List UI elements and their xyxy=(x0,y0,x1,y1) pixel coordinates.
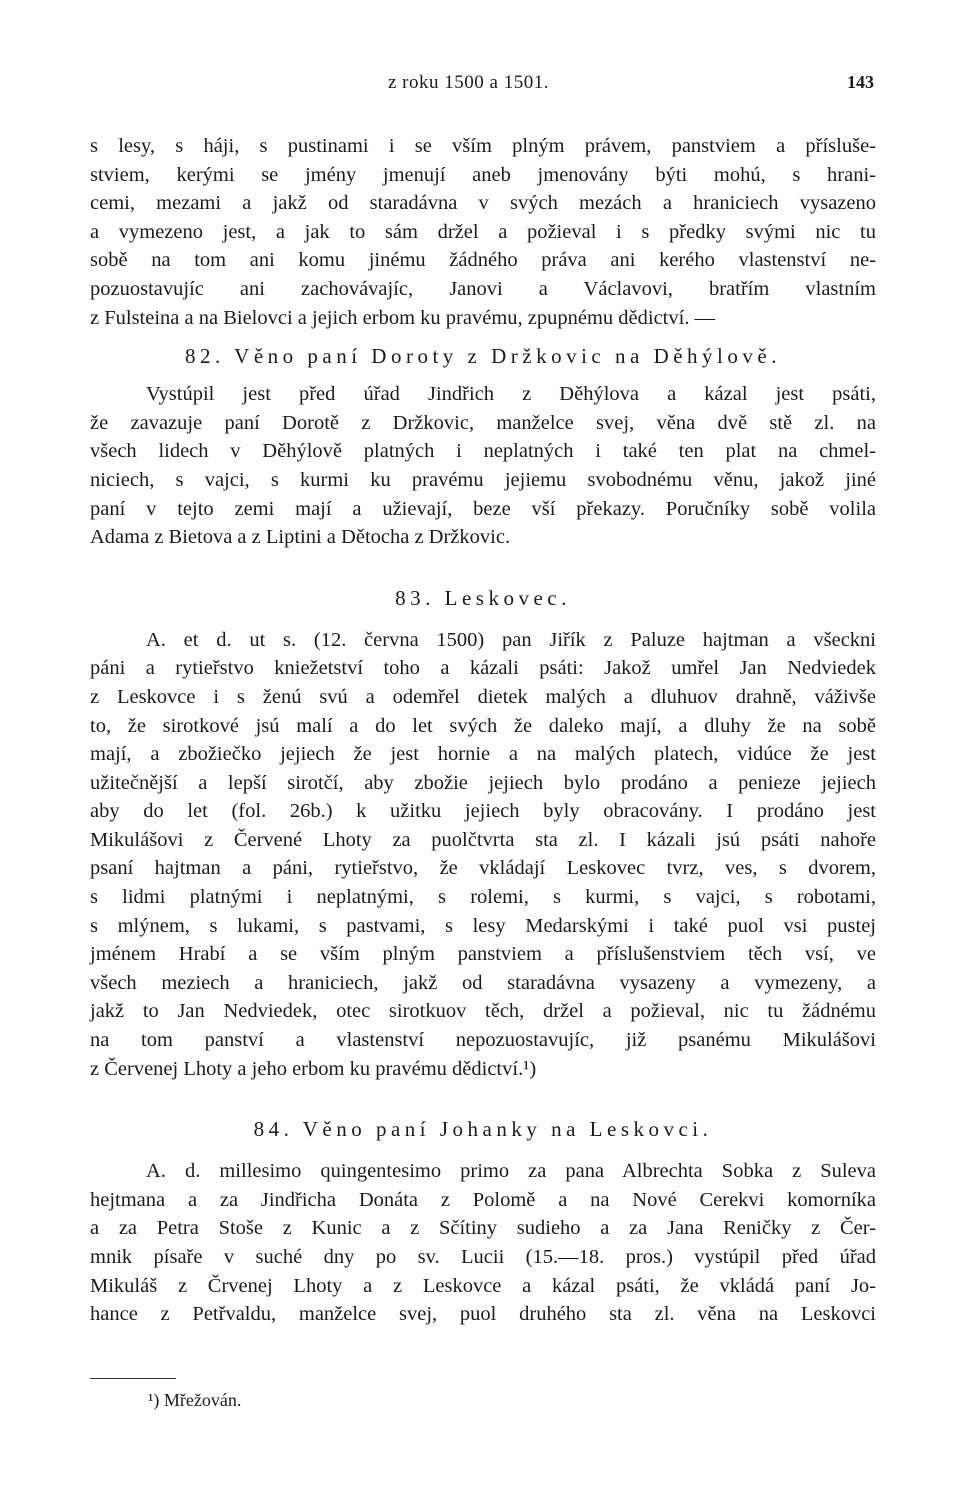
text-line: jménem Hrabí a se vším plným panstviem a příslušenstviem těch vsí, ve xyxy=(90,943,876,966)
section-heading: 83. Leskovec. xyxy=(395,585,571,610)
text-line: A. d. millesimo quingentesimo primo za pana Albrechta Sobka z Suleva xyxy=(146,1160,876,1183)
text-line: s lesy, s háji, s pustinami i se vším plným právem, panstviem a přísluše- xyxy=(90,135,876,157)
page-number: 143 xyxy=(847,72,874,92)
text-line: páni a rytieřstvo kniežetství toho a kázali psáti: Jakož umřel Jan Nedviedek xyxy=(90,657,876,680)
page-header xyxy=(0,72,960,100)
text-line: cemi, mezami a jakž od staradávna v svých mezách a hraniciech vysazeno xyxy=(90,192,876,215)
footnote-text: Mřežován. xyxy=(163,1390,242,1410)
text-line: Mikuláš z Črvenej Lhoty a z Leskovce a kázal psáti, že vkládá paní Jo- xyxy=(90,1274,876,1297)
paragraph xyxy=(90,132,876,332)
text-line: Mikulášovi z Červené Lhoty za puolčtvrta sta zl. I kázali jsú psáti nahoře xyxy=(90,828,876,851)
text-line: hance z Petřvaldu, manželce svej, puol druhého sta zl. věna na Leskovci xyxy=(90,1303,876,1326)
text-line: z Fulsteina a na Bielovci a jejich erbom ku pravému, zpupnému dědictví. — xyxy=(90,306,716,329)
footnote xyxy=(148,1390,241,1411)
text-line: hejtmana a za Jindřicha Donáta z Polomě a na Nové Cerekvi komorníka xyxy=(90,1188,876,1211)
text-line: všech lidech v Děhýlově platných i neplatných i také ten plat na chmel- xyxy=(90,440,876,463)
section-heading: 82. Věno paní Doroty z Držkovic na Děhýlově. xyxy=(185,344,781,369)
text-line: z Červenej Lhoty a jeho erbom ku pravému dědictví.¹) xyxy=(90,1057,537,1080)
text-line: na tom panství a vlastenství nepozuostavujíc, již psanému Mikulášovi xyxy=(90,1029,876,1052)
footnote-marker: ¹) xyxy=(148,1390,160,1410)
text-line: to, že sirotkové jsú malí a do let svých že daleko mají, a dluhy že na sobě xyxy=(90,714,876,737)
text-line: A. et d. ut s. (12. června 1500) pan Jiřík z Paluze hajtman a všeckni xyxy=(146,628,876,651)
text-line: stviem, kerými se jmény jmenují aneb jmenovány býti mohú, s hrani- xyxy=(90,163,876,186)
text-line: jakž to Jan Nedviedek, otec sirotkuov těch, držel a požieval, nic tu žádnému xyxy=(90,1000,876,1023)
text-line: Vystúpil jest před úřad Jindřich z Děhýlova a kázal jest psáti, xyxy=(146,383,876,406)
text-line: z Leskovce i s ženú svú a odemřel dietek malých a dluhuov drahně, váživše xyxy=(90,685,876,708)
text-line: mají, a zbožiečko jejiech že jest hornie a na malých platech, vidúce že jest xyxy=(90,743,876,766)
paragraph xyxy=(90,380,876,552)
paragraph xyxy=(90,1157,876,1329)
text-line: a vymezeno jest, a jak to sám držel a požieval i s předky svými nic tu xyxy=(90,220,876,243)
text-line: aby do let (fol. 26b.) k užitku jejiech byly obracovány. I prodáno jest xyxy=(90,800,876,823)
text-line: psaní hajtman a páni, rytieřstvo, že vkládají Leskovec tvrz, ves, s dvorem, xyxy=(90,857,876,880)
text-line: niciech, s vajci, s kurmi ku pravému jejiemu svobodnému věnu, jakož jiné xyxy=(90,468,876,491)
text-line: sobě na tom ani komu jinému žádného práva ani kerého vlastenství ne- xyxy=(90,249,876,272)
text-line: Adama z Bietova a z Liptini a Dětocha z Držkovic. xyxy=(90,526,511,549)
text-line: pozuostavujíc ani zachovávajíc, Janovi a Václavovi, bratřím vlastním xyxy=(90,277,876,300)
text-line: paní v tejto zemi mají a užievají, beze vší překazy. Poručníky sobě volila xyxy=(90,497,876,520)
running-head: z roku 1500 a 1501. xyxy=(388,72,549,93)
text-line: mnik písaře v suché dny po sv. Lucii (15.—18. pros.) vystúpil před úřad xyxy=(90,1246,876,1268)
footnote-divider xyxy=(90,1378,176,1379)
body-text xyxy=(90,132,876,1329)
paragraph xyxy=(90,626,876,1084)
text-line: s mlýnem, s lukami, s pastvami, s lesy Medarskými i také puol vsi pustej xyxy=(90,914,876,937)
text-line: s lidmi platnými i neplatnými, s rolemi, s kurmi, s vajci, s robotami, xyxy=(90,886,876,909)
section-heading: 84. Věno paní Johanky na Leskovci. xyxy=(253,1117,713,1142)
text-line: všech meziech a hraniciech, jakž od staradávna vysazeny a vymezeny, a xyxy=(90,971,876,994)
text-line: užitečnější a lepší sirotčí, aby zbožie jejiech bylo prodáno a penieze jejiech xyxy=(90,771,876,794)
text-line: že zavazuje paní Dorotě z Držkovic, manželce svej, věna dvě stě zl. na xyxy=(90,411,876,434)
text-line: a za Petra Stoše z Kunic a z Sčítiny sudieho a za Jana Reničky z Čer- xyxy=(90,1217,876,1240)
